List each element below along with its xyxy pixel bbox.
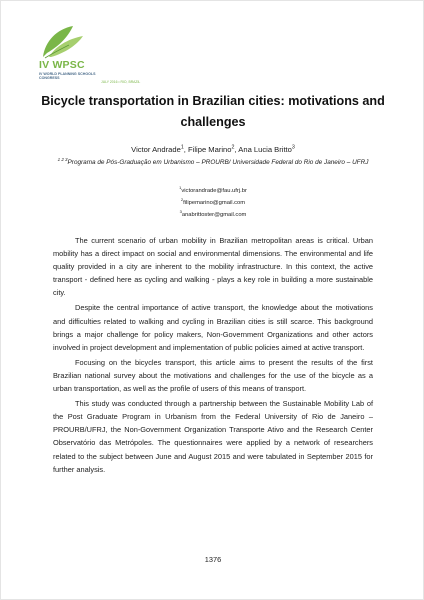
logo-subtitle: IV WORLD PLANNING SCHOOLS CONGRESS [39,72,96,81]
author-sup: 3 [291,144,295,151]
author-name: Victor Andrade [131,145,181,154]
email-address: anabrittoster@gmail.com [181,212,247,218]
author-name: Filipe Marino [188,145,232,154]
body-paragraph: Despite the central importance of active transport, the knowledge about the motivations and difficulties related to walking and cycling in Brazilian cities is still scarce. This background brings a major challenge for policy makers, Non-Government Organizations and other actors involved in project development and implementation of public policies aimed at active transport. [53,303,373,352]
affiliation-sup: 1 2 3 [57,156,68,162]
author-affiliation [53,158,373,168]
affiliation-text: Programa de Pós-Graduação em Urbanismo – PROURB/ Universidade Federal do Rio de Janeiro – UFRJ [67,159,369,166]
email-sup: 1 [179,185,182,191]
page-number: 1376 [204,555,222,564]
logo-date: JULY 2016 • RIO, BRAZIL [101,80,141,84]
email-sup: 3 [179,209,182,215]
body-paragraph: Focusing on the bicycles transport, this article aims to present the results of the first Brazilian national survey about the motivations and challenges for the use of the bicycle as a urban transportation, as well as the profile of users of this means of transport. [53,357,373,394]
email-sup: 2 [180,197,184,203]
author-list: Victor Andrade$^1$, Filipe Marino$^2$, Ana Lucia Britto$^3$ [131,144,295,154]
email-address: filipemarino@gmail.com [183,200,246,206]
author-sup: 2 [231,144,235,151]
email-list [41,185,385,221]
paper-title: Bicycle transportation in Brazilian cities: motivations and challenges [41,94,385,129]
logo-title: IV WPSC [39,59,85,71]
abstract-body [53,234,373,478]
email-line [41,185,385,197]
body-paragraph: This study was conducted through a partnership between the Sustainable Mobility Lab of the Post Graduate Program in Urbanism from the Federal University of Rio de Janeiro – PROURB/UFRJ, the Non-Government Organization Transporte Ativo and the Research Center Observatório das Metrópoles. The questionnaires were applied by a network of researchers related to the subject between June and August 2015 and were tabulated in September 2015 for further analysis. [53,399,373,474]
conference-logo [39,23,159,87]
leaf-icon [39,23,99,59]
email-address: victorandrade@fau.ufrj.br [181,188,247,194]
email-line [41,197,385,209]
body-paragraph: The current scenario of urban mobility in Brazilian metropolitan areas is critical. Urban mobility has a direct impact on social and environmental dimensions. The environmental and life quality provided in a city are inherent to the mobility infrastructure. In this context, the active transport - defined here as cycling and walking - plays a key role in building a more sustainable city. [53,236,373,298]
author-name: Ana Lucia Britto [238,145,292,154]
email-line [41,209,385,221]
author-sup: 1 [180,144,184,151]
